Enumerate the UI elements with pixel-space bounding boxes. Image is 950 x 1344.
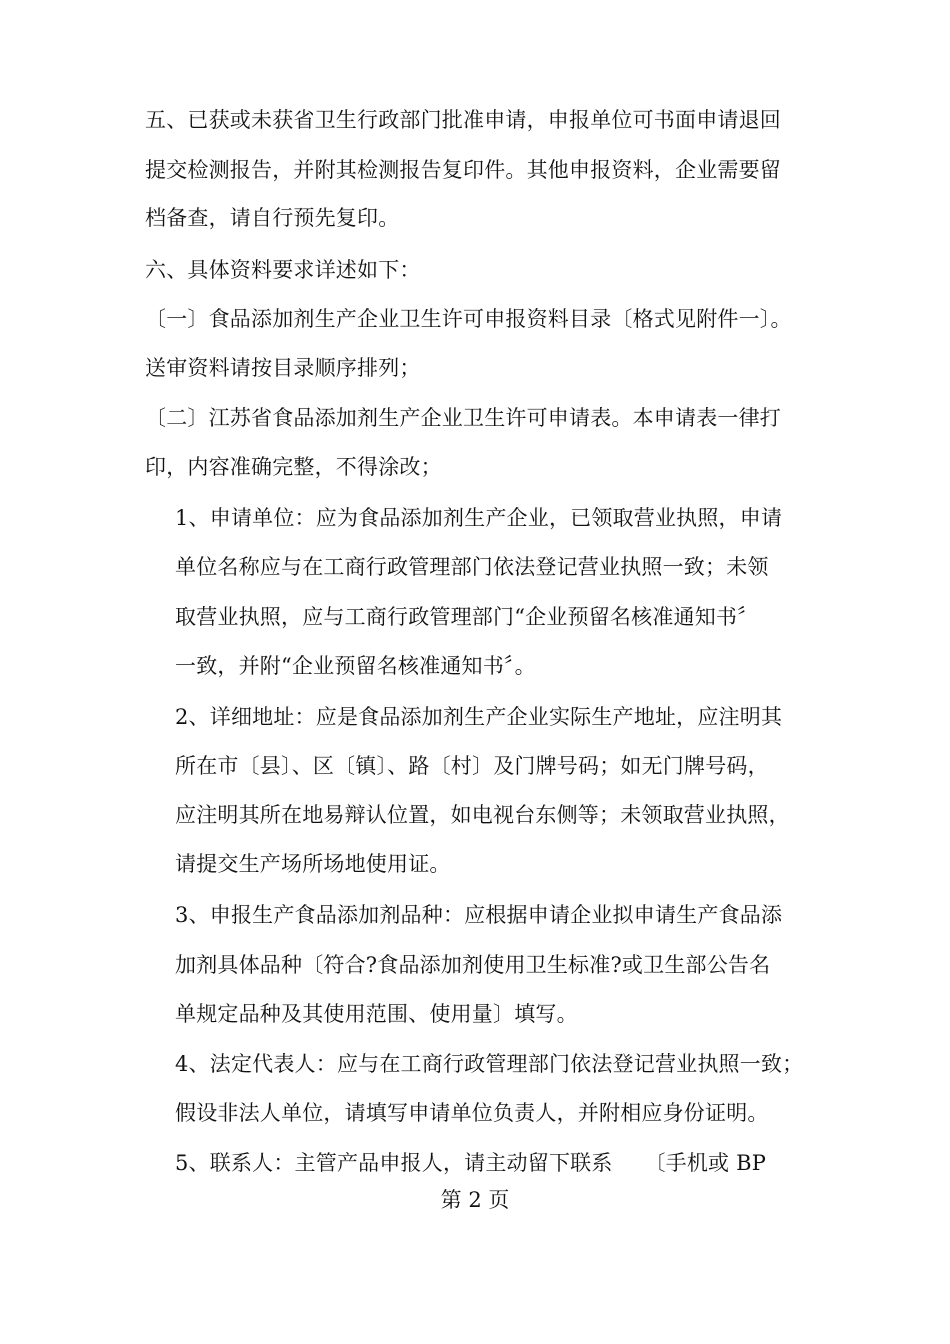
text-line: 单位名称应与在工商行政管理部门依法登记营业执照一致；未领 <box>175 555 769 579</box>
text-line: 送审资料请按目录顺序排列； <box>145 356 421 380</box>
text-line: 提交检测报告，并附其检测报告复印件。其他申报资料，企业需要留 <box>145 158 781 182</box>
text-line: 2、详细地址：应是食品添加剂生产企业实际生产地址，应注明其 <box>175 705 783 729</box>
text-line: 应注明其所在地易辩认位置，如电视台东侧等；未领取营业执照， <box>175 803 790 827</box>
text-line: 〔一〕食品添加剂生产企业卫生许可申报资料目录〔格式见附件一〕。 <box>145 307 792 331</box>
text-line: 4、法定代表人：应与在工商行政管理部门依法登记营业执照一致； <box>175 1052 804 1076</box>
text-line: 1、申请单位：应为食品添加剂生产企业，已领取营业执照，申请 <box>175 506 783 530</box>
text-line: 档备查，请自行预先复印。 <box>145 206 400 230</box>
text-line: 假设非法人单位，请填写申请单位负责人，并附相应身份证明。 <box>175 1101 769 1125</box>
text-line: 加剂具体品种〔符合?食品添加剂使用卫生标准?或卫生部公告名 <box>175 953 771 977</box>
text-line: 取营业执照，应与工商行政管理部门“企业预留名核准通知书〞 <box>175 605 759 629</box>
text-line: 一致，并附“企业预留名核准通知书〞。 <box>175 654 536 678</box>
text-line: 〔二〕江苏省食品添加剂生产企业卫生许可申请表。本申请表一律打 <box>145 406 781 430</box>
text-line: 3、申报生产食品添加剂品种：应根据申请企业拟申请生产食品添 <box>175 903 783 927</box>
text-line: 五、已获或未获省卫生行政部门批准申请，申报单位可书面申请退回 <box>145 108 781 132</box>
text-line: 所在市〔县〕、区〔镇〕、路〔村〕及门牌号码；如无门牌号码， <box>175 754 769 778</box>
page-number: 第 2 页 <box>440 1188 510 1212</box>
text-line: 六、具体资料要求详述如下： <box>145 258 421 282</box>
text-line: 单规定品种及其使用范围、使用量〕填写。 <box>175 1002 578 1026</box>
text-line: 5、联系人：主管产品申报人，请主动留下联系 〔手机或 BP <box>175 1151 767 1175</box>
text-line: 印，内容准确完整，不得涂改； <box>145 455 442 479</box>
text-line: 请提交生产场所场地使用证。 <box>175 852 451 876</box>
